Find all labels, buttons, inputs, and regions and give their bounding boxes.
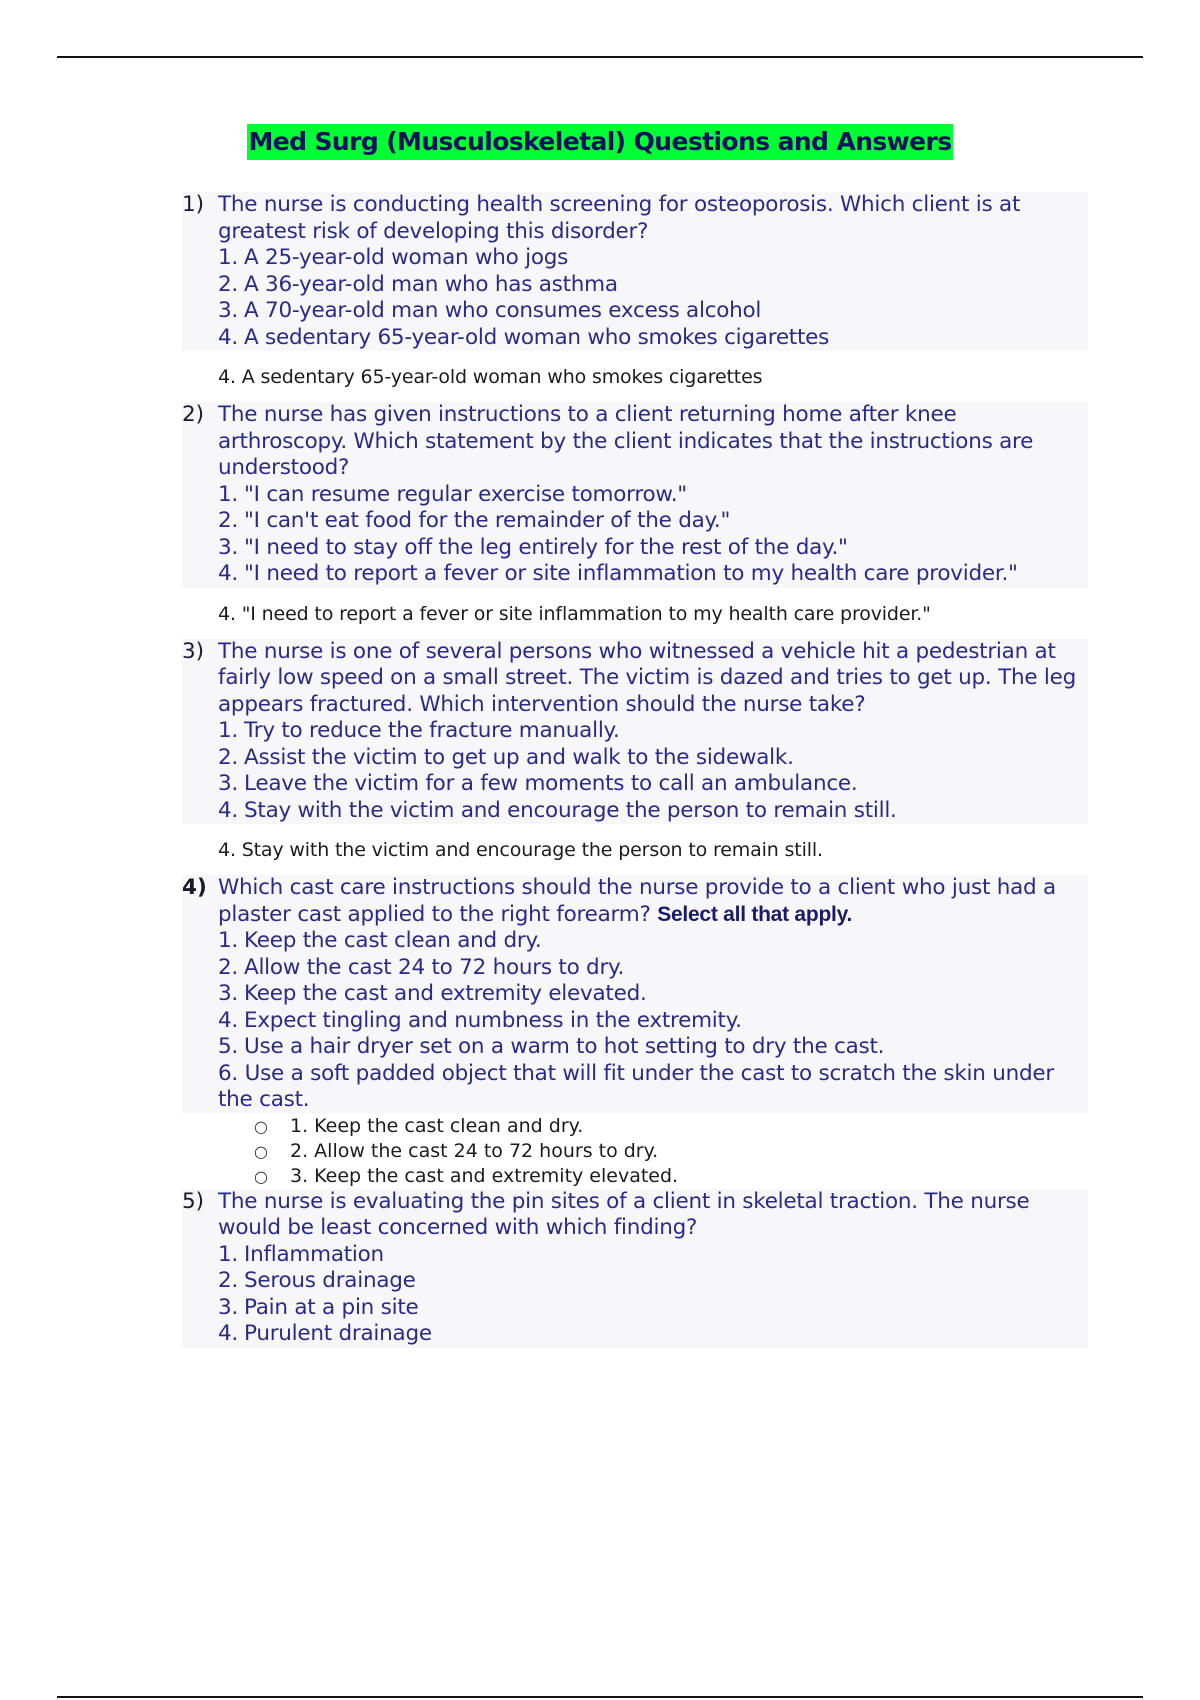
- option-item: 1. "I can resume regular exercise tomorrow.": [218, 481, 687, 507]
- answer-1: 4. A sedentary 65-year-old woman who smokes cigarettes: [218, 366, 763, 388]
- question-number: 2): [182, 402, 205, 427]
- answer-2: 4. "I need to report a fever or site inflammation to my health care provider.": [218, 602, 931, 625]
- option-item: 2. A 36-year-old man who has asthma: [218, 271, 618, 297]
- question-text: The nurse has given instructions to a client returning home after knee arthroscopy. Which statement by the client indicates that the instructions are understood?: [218, 402, 1034, 480]
- question-text: Which cast care instructions should the nurse provide to a client who just had a plaster cast applied to the right forearm? Select all that apply.: [218, 875, 1056, 927]
- option-item: 5. Use a hair dryer set on a warm to hot setting to dry the cast.: [218, 1034, 885, 1059]
- option-item: 3. "I need to stay off the leg entirely for the rest of the day.": [218, 534, 848, 560]
- question-2: [182, 402, 1088, 588]
- option-item: 3. Keep the cast and extremity elevated.: [218, 981, 647, 1006]
- answer-item: ○ 1. Keep the cast clean and dry.: [218, 1114, 1088, 1139]
- question-number: 3): [182, 638, 205, 664]
- question-number: 4): [182, 875, 207, 900]
- option-item: 2. Serous drainage: [218, 1268, 416, 1293]
- option-item: 2. "I can't eat food for the remainder of the day.": [218, 508, 731, 533]
- option-item: 1. Keep the cast clean and dry.: [218, 928, 542, 953]
- bullet-circle-icon: ○: [254, 1116, 268, 1136]
- option-item: 1. Try to reduce the fracture manually.: [218, 718, 620, 743]
- option-list: [218, 482, 1088, 588]
- bullet-circle-icon: ○: [254, 1166, 268, 1186]
- option-item: 4. Expect tingling and numbness in the extremity.: [218, 1007, 742, 1033]
- option-item: 4. Purulent drainage: [218, 1321, 432, 1346]
- option-item: 2. Allow the cast 24 to 72 hours to dry.: [218, 954, 625, 980]
- question-text: The nurse is conducting health screening for osteoporosis. Which client is at greatest risk of developing this disorder?: [218, 192, 1021, 244]
- option-item: 6. Use a soft padded object that will fit under the cast to scratch the skin under the cast.: [218, 1060, 1054, 1112]
- question-4: [182, 875, 1088, 1114]
- bullet-circle-icon: ○: [254, 1141, 268, 1161]
- answer-4-list: [182, 1114, 1088, 1189]
- option-item: 3. A 70-year-old man who consumes excess alcohol: [218, 298, 762, 323]
- option-item: 4. Stay with the victim and encourage the person to remain still.: [218, 797, 897, 823]
- option-item: 1. A 25-year-old woman who jogs: [218, 245, 569, 270]
- question-5: [182, 1189, 1088, 1348]
- option-list: [218, 245, 1088, 351]
- option-list: [218, 1242, 1088, 1348]
- select-all-note: Select all that apply.: [657, 902, 853, 926]
- title-wrap: [0, 124, 1200, 160]
- option-list: [218, 718, 1088, 824]
- option-item: 2. Assist the victim to get up and walk to the sidewalk.: [218, 744, 794, 770]
- question-number: 1): [182, 192, 205, 217]
- question-3: [182, 639, 1088, 825]
- option-item: 4. A sedentary 65-year-old woman who smokes cigarettes: [218, 324, 830, 350]
- option-list: [218, 928, 1088, 1114]
- answer-item: ○ 2. Allow the cast 24 to 72 hours to dry.: [218, 1139, 1088, 1164]
- answer-item: ○ 3. Keep the cast and extremity elevated.: [218, 1164, 1088, 1189]
- question-text: The nurse is evaluating the pin sites of a client in skeletal traction. The nurse would be least concerned with which finding?: [218, 1188, 1030, 1240]
- option-item: 4. "I need to report a fever or site inflammation to my health care provider.": [218, 561, 1018, 586]
- option-item: 1. Inflammation: [218, 1241, 384, 1267]
- option-item: 3. Pain at a pin site: [218, 1294, 419, 1320]
- question-text: The nurse is one of several persons who witnessed a vehicle hit a pedestrian at fairly low speed on a small street. The victim is dazed and tries to get up. The leg appears fractured. Which intervention should the nurse take?: [218, 638, 1077, 717]
- question-1: [182, 192, 1088, 351]
- top-rule: [57, 56, 1143, 58]
- option-item: 3. Leave the victim for a few moments to call an ambulance.: [218, 771, 858, 796]
- page-title: Med Surg (Musculoskeletal) Questions and Answers: [247, 124, 952, 160]
- bottom-rule: [57, 1696, 1143, 1698]
- answer-3: 4. Stay with the victim and encourage the person to remain still.: [218, 839, 823, 861]
- qa-content: [182, 192, 1088, 1348]
- question-number: 5): [182, 1188, 205, 1214]
